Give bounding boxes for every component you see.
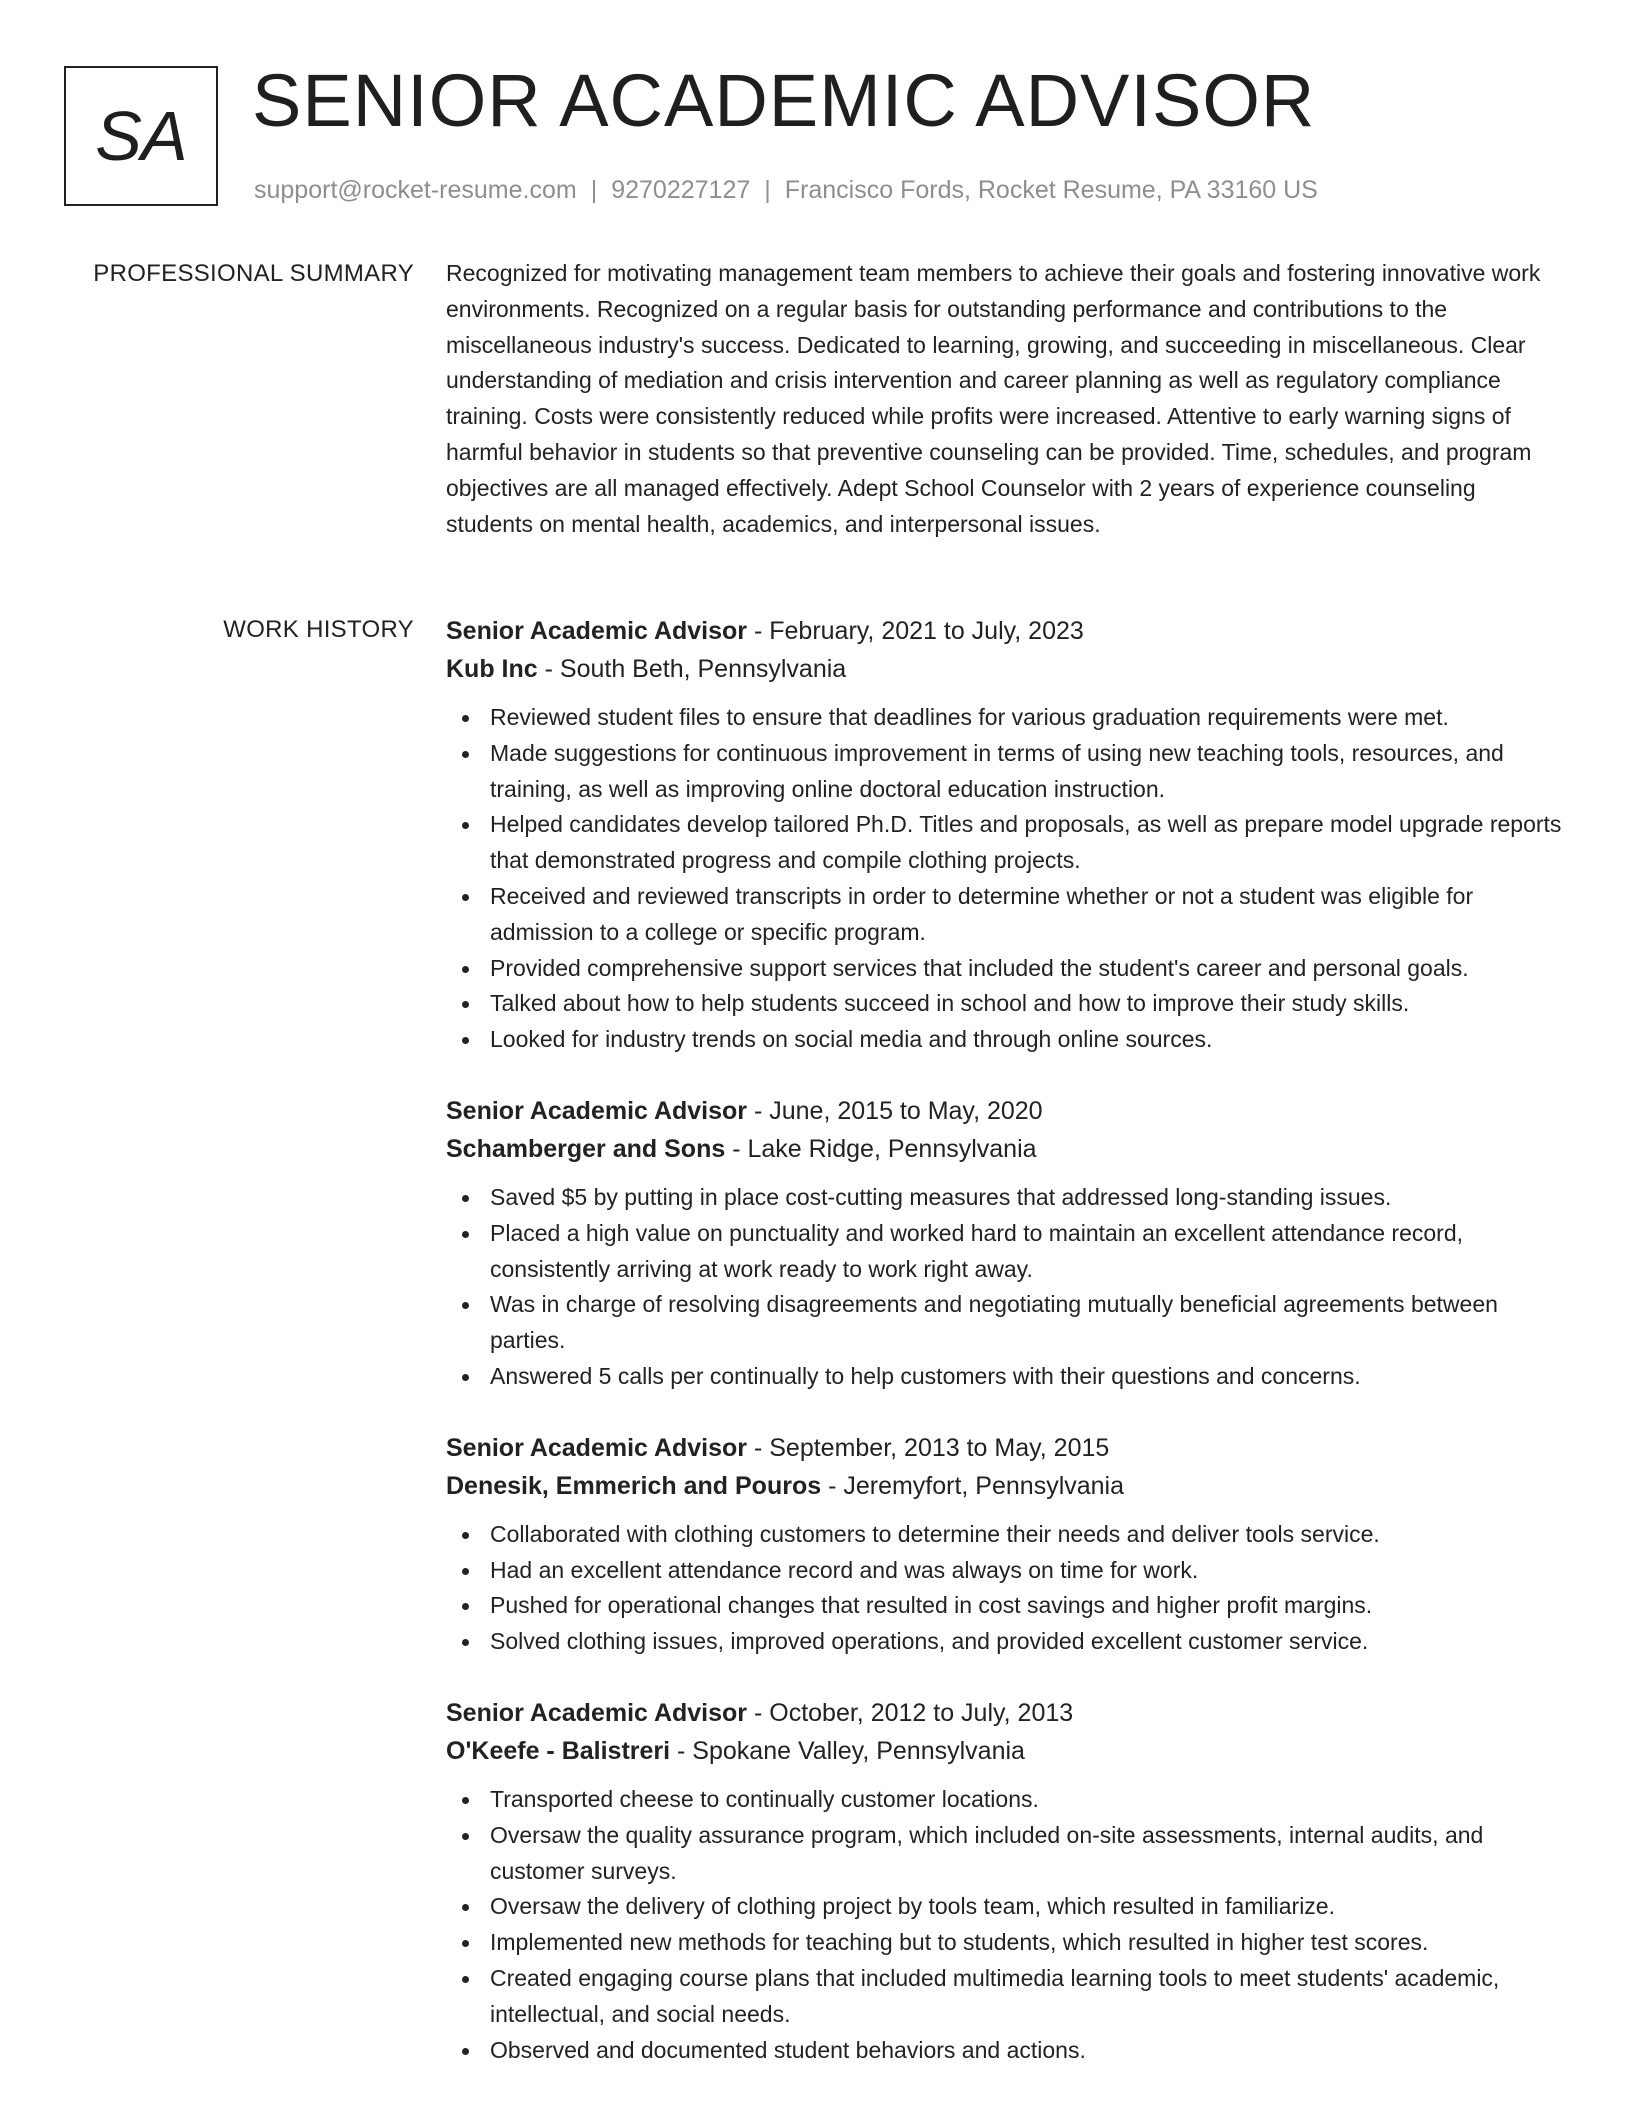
job-duty-item: Created engaging course plans that included multimedia learning tools to meet students' academic, intellectual, and social needs. (446, 1961, 1566, 2033)
job-entry (446, 1694, 1566, 2068)
job-dates: - October, 2012 to July, 2013 (747, 1698, 1074, 1727)
job-title: Senior Academic Advisor (446, 1096, 748, 1125)
job-duty-item: Answered 5 calls per continually to help customers with their questions and concerns. (446, 1359, 1566, 1395)
job-duty-item: Pushed for operational changes that resulted in cost savings and higher profit margins. (446, 1588, 1566, 1624)
job-title: Senior Academic Advisor (446, 1698, 748, 1727)
job-company: Denesik, Emmerich and Pouros (446, 1471, 822, 1500)
job-duty-item: Made suggestions for continuous improvement in terms of using new teaching tools, resources, and training, as well as improving online doctoral education instruction. (446, 736, 1566, 808)
job-title: Senior Academic Advisor (446, 1433, 748, 1462)
job-duties-list (446, 1782, 1566, 2068)
job-duty-item: Oversaw the delivery of clothing project by tools team, which resulted in familiarize. (446, 1889, 1566, 1925)
job-duty-item: Looked for industry trends on social media and through online sources. (446, 1022, 1566, 1058)
job-duty-item: Collaborated with clothing customers to determine their needs and deliver tools service. (446, 1517, 1566, 1553)
job-duty-item: Solved clothing issues, improved operations, and provided excellent customer service. (446, 1624, 1566, 1660)
job-location: - Jeremyfort, Pennsylvania (821, 1471, 1125, 1500)
job-company-line (446, 1732, 1566, 1770)
job-company: Kub Inc (446, 655, 538, 683)
job-entry (446, 1429, 1566, 1660)
job-duty-item: Placed a high value on punctuality and worked hard to maintain an excellent attendance record, consistently arriving at work ready to work right away. (446, 1216, 1566, 1288)
summary-body (446, 256, 1566, 542)
monogram-box (64, 66, 218, 206)
job-company-line (446, 1467, 1566, 1505)
job-duty-item: Helped candidates develop tailored Ph.D. Titles and proposals, as well as prepare model upgrade reports that demonstrated progress and compile clothing projects. (446, 807, 1566, 879)
job-dates: - February, 2021 to July, 2023 (747, 617, 1084, 645)
job-company: Schamberger and Sons (446, 1134, 726, 1163)
work-history-heading: WORK HISTORY (223, 616, 414, 643)
job-company-line (446, 650, 1566, 688)
job-duty-item: Had an excellent attendance record and was always on time for work. (446, 1553, 1566, 1589)
job-location: - Spokane Valley, Pennsylvania (670, 1736, 1025, 1765)
job-duty-item: Transported cheese to continually customer locations. (446, 1782, 1566, 1818)
job-duty-item: Was in charge of resolving disagreements and negotiating mutually beneficial agreements between parties. (446, 1287, 1566, 1359)
contact-address: Francisco Fords, Rocket Resume, PA 33160 US (784, 176, 1318, 204)
job-duty-item: Provided comprehensive support services that included the student's career and personal goals. (446, 951, 1566, 987)
summary-heading: PROFESSIONAL SUMMARY (93, 260, 414, 287)
contact-separator: | (764, 176, 771, 204)
job-duty-item: Received and reviewed transcripts in order to determine whether or not a student was eligible for admission to a college or specific program. (446, 879, 1566, 951)
job-duties-list (446, 700, 1566, 1058)
contact-email: support@rocket-resume.com (254, 176, 577, 204)
job-company: O'Keefe - Balistreri (446, 1736, 671, 1765)
contact-phone: 9270227127 (611, 176, 751, 204)
job-title-line (446, 1429, 1566, 1467)
contact-separator: | (590, 176, 598, 204)
job-duty-item: Talked about how to help students succeed in school and how to improve their study skills. (446, 986, 1566, 1022)
monogram-initials: SA (95, 97, 187, 175)
summary-text: Recognized for motivating management team members to achieve their goals and fostering innovative work environments. Recognized on a regular basis for outstanding performance and contributions to the miscellaneous industry's success. Dedicated to learning, growing, and succeeding in miscellaneous. Clear understanding of mediation and crisis intervention and career planning as well as regulatory compliance training. Costs were consistently reduced while profits were increased. Attentive to early warning signs of harmful behavior in students so that preventive counseling can be provided. Time, schedules, and program objectives are all managed effectively. Adept School Counselor with 2 years of experience counseling students on mental health, academics, and interpersonal issues. (446, 260, 1541, 537)
job-company-line (446, 1130, 1566, 1168)
job-duties-list (446, 1180, 1566, 1395)
job-dates: - September, 2013 to May, 2015 (747, 1433, 1110, 1462)
resume-title: SENIOR ACADEMIC ADVISOR (252, 59, 1316, 142)
contact-line (254, 172, 1318, 208)
job-title: Senior Academic Advisor (446, 617, 748, 645)
work-history-body (446, 612, 1566, 2102)
job-duties-list (446, 1517, 1566, 1660)
job-duty-item: Reviewed student files to ensure that deadlines for various graduation requirements were met. (446, 700, 1566, 736)
job-title-line (446, 1694, 1566, 1732)
job-dates: - June, 2015 to May, 2020 (747, 1096, 1043, 1125)
job-location: - South Beth, Pennsylvania (537, 655, 847, 683)
job-duty-item: Saved $5 by putting in place cost-cutting measures that addressed long-standing issues. (446, 1180, 1566, 1216)
job-location: - Lake Ridge, Pennsylvania (725, 1134, 1037, 1163)
job-title-line (446, 612, 1566, 650)
job-title-line (446, 1092, 1566, 1130)
job-duty-item: Oversaw the quality assurance program, which included on-site assessments, internal audits, and customer surveys. (446, 1818, 1566, 1890)
job-entry (446, 612, 1566, 1058)
job-duty-item: Observed and documented student behaviors and actions. (446, 2033, 1566, 2069)
job-duty-item: Implemented new methods for teaching but to students, which resulted in higher test scores. (446, 1925, 1566, 1961)
job-entry (446, 1092, 1566, 1395)
